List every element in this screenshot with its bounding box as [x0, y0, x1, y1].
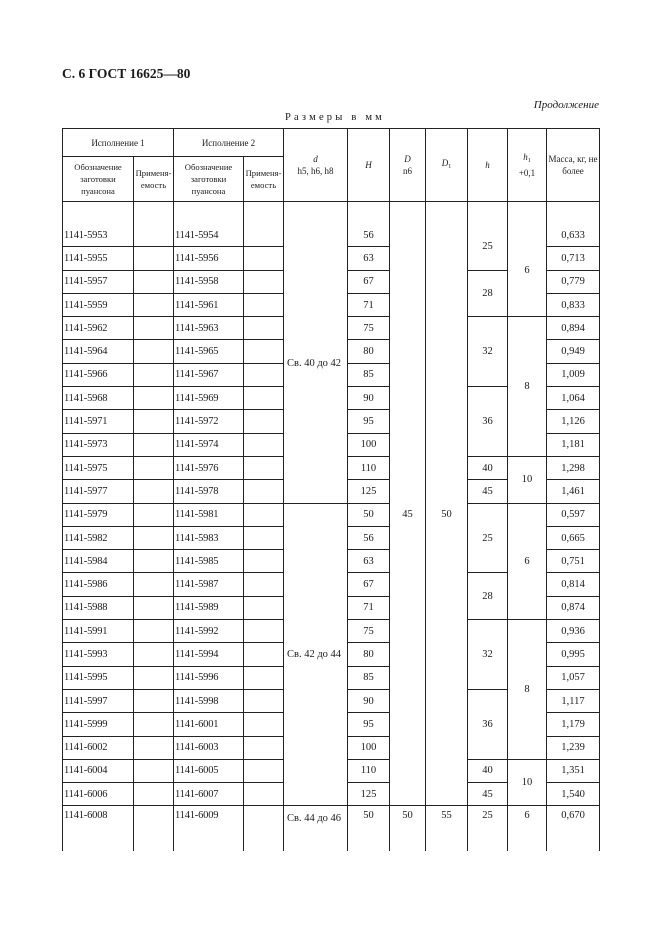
designation-v2: 1141-5992: [174, 620, 244, 643]
mass-value: 0,995: [547, 643, 600, 666]
designation-v1: 1141-5962: [63, 317, 134, 340]
H-value: 100: [348, 433, 390, 456]
designation-v1: 1141-5991: [63, 620, 134, 643]
applicability-v2: [244, 783, 284, 806]
designation-v1: 1141-5957: [63, 270, 134, 293]
designation-v2: 1141-5961: [174, 293, 244, 316]
H-value: 63: [348, 550, 390, 573]
header-d: d h5, h6, h8: [284, 129, 348, 202]
H-value: 75: [348, 317, 390, 340]
designation-v1: 1141-5988: [63, 596, 134, 619]
designation-v2: 1141-5954: [174, 224, 244, 247]
mass-value: 1,351: [547, 759, 600, 782]
mass-value: 1,064: [547, 387, 600, 410]
table-row: [63, 503, 600, 526]
header-D: D n6: [390, 129, 426, 202]
H-value: 110: [348, 456, 390, 479]
h-value: 32: [468, 620, 508, 690]
applicability-v1: [134, 689, 174, 712]
H-value: 67: [348, 270, 390, 293]
header-h1: $h_1$ +0,1: [508, 129, 547, 202]
h-value: 36: [468, 387, 508, 457]
continuation-label: Продолжение: [533, 99, 599, 111]
H-value: 50: [348, 503, 390, 526]
h-value: 28: [468, 573, 508, 620]
applicability-v2: [244, 596, 284, 619]
designation-v2: 1141-5987: [174, 573, 244, 596]
designation-v2: 1141-6003: [174, 736, 244, 759]
h-value: 40: [468, 759, 508, 782]
designation-v1: 1141-5966: [63, 363, 134, 386]
H-value: 56: [348, 224, 390, 247]
designation-v1: 1141-5995: [63, 666, 134, 689]
designation-v2: 1141-5967: [174, 363, 244, 386]
H-value: 50: [348, 806, 390, 851]
designation-v1: 1141-5968: [63, 387, 134, 410]
h-value: 45: [468, 480, 508, 503]
applicability-v1: [134, 503, 174, 526]
applicability-v1: [134, 363, 174, 386]
H-value: 125: [348, 480, 390, 503]
designation-v2: 1141-6001: [174, 713, 244, 736]
designation-v1: 1141-6004: [63, 759, 134, 782]
mass-value: 0,751: [547, 550, 600, 573]
applicability-v2: [244, 713, 284, 736]
designation-v1: 1141-5982: [63, 526, 134, 549]
d-range-cell: Св. 42 до 44: [284, 503, 348, 806]
sizes-caption: Размеры в мм: [285, 112, 386, 123]
header-variant-1: Исполнение 1: [63, 129, 174, 157]
applicability-v2: [244, 643, 284, 666]
D1-value: 50: [426, 224, 468, 806]
applicability-v1: [134, 736, 174, 759]
h-value: 40: [468, 456, 508, 479]
H-value: 56: [348, 526, 390, 549]
applicability-v2: [244, 224, 284, 247]
designation-v1: 1141-5959: [63, 293, 134, 316]
applicability-v1: [134, 456, 174, 479]
mass-value: 0,833: [547, 293, 600, 316]
applicability-v2: [244, 387, 284, 410]
h1-value: 8: [508, 620, 547, 760]
H-value: 125: [348, 783, 390, 806]
H-value: 80: [348, 643, 390, 666]
mass-value: 0,779: [547, 270, 600, 293]
designation-v2: 1141-5996: [174, 666, 244, 689]
D1-value: 55: [426, 806, 468, 851]
designation-v2: 1141-5983: [174, 526, 244, 549]
mass-value: 1,298: [547, 456, 600, 479]
mass-value: 0,713: [547, 247, 600, 270]
mass-value: 1,179: [547, 713, 600, 736]
applicability-v1: [134, 666, 174, 689]
H-value: 85: [348, 666, 390, 689]
designation-v1: 1141-5984: [63, 550, 134, 573]
H-value: 80: [348, 340, 390, 363]
h1-value: 10: [508, 759, 547, 806]
applicability-v1: [134, 340, 174, 363]
applicability-v1: [134, 293, 174, 316]
mass-value: 0,633: [547, 224, 600, 247]
header-h: h: [468, 129, 508, 202]
applicability-v2: [244, 480, 284, 503]
applicability-v1: [134, 713, 174, 736]
applicability-v2: [244, 573, 284, 596]
applicability-v2: [244, 456, 284, 479]
header-mass: Масса, кг, не более: [547, 129, 600, 202]
designation-v2: 1141-5972: [174, 410, 244, 433]
header-D1: $D_1$: [426, 129, 468, 202]
applicability-v1: [134, 620, 174, 643]
H-value: 95: [348, 713, 390, 736]
designation-v2: 1141-5963: [174, 317, 244, 340]
table-row: [63, 806, 600, 851]
applicability-v2: [244, 550, 284, 573]
h1-value: 6: [508, 224, 547, 317]
applicability-v2: [244, 759, 284, 782]
header-variant-2: Исполнение 2: [174, 129, 284, 157]
mass-value: 0,949: [547, 340, 600, 363]
applicability-v1: [134, 573, 174, 596]
applicability-v1: [134, 410, 174, 433]
H-value: 67: [348, 573, 390, 596]
designation-v2: 1141-5989: [174, 596, 244, 619]
designation-v1: 1141-5999: [63, 713, 134, 736]
applicability-v2: [244, 433, 284, 456]
H-value: 71: [348, 596, 390, 619]
H-value: 63: [348, 247, 390, 270]
mass-value: 0,665: [547, 526, 600, 549]
applicability-v1: [134, 224, 174, 247]
H-value: 100: [348, 736, 390, 759]
header-designation-2: Обозначение заготовки пуансона: [174, 157, 244, 202]
applicability-v2: [244, 806, 284, 851]
designation-v2: 1141-5969: [174, 387, 244, 410]
designation-v2: 1141-6005: [174, 759, 244, 782]
h1-value: 8: [508, 317, 547, 457]
table-row: [63, 224, 600, 247]
applicability-v2: [244, 410, 284, 433]
designation-v1: 1141-5964: [63, 340, 134, 363]
applicability-v2: [244, 736, 284, 759]
mass-value: 1,461: [547, 480, 600, 503]
designation-v1: 1141-5973: [63, 433, 134, 456]
designation-v2: 1141-5985: [174, 550, 244, 573]
designation-v1: 1141-5993: [63, 643, 134, 666]
header-H: H: [348, 129, 390, 202]
applicability-v2: [244, 503, 284, 526]
mass-value: 0,874: [547, 596, 600, 619]
applicability-v2: [244, 526, 284, 549]
designation-v1: 1141-6006: [63, 783, 134, 806]
applicability-v2: [244, 340, 284, 363]
designation-v2: 1141-5956: [174, 247, 244, 270]
mass-value: 0,597: [547, 503, 600, 526]
applicability-v1: [134, 759, 174, 782]
applicability-v2: [244, 293, 284, 316]
applicability-v1: [134, 550, 174, 573]
mass-value: 1,181: [547, 433, 600, 456]
applicability-v1: [134, 433, 174, 456]
designation-v2: 1141-5998: [174, 689, 244, 712]
H-value: 85: [348, 363, 390, 386]
applicability-v1: [134, 270, 174, 293]
designation-v2: 1141-5981: [174, 503, 244, 526]
h-value: 36: [468, 689, 508, 759]
H-value: 95: [348, 410, 390, 433]
D-value: 45: [390, 224, 426, 806]
header-applicability-1: Применяемость: [134, 157, 174, 202]
applicability-v2: [244, 270, 284, 293]
mass-value: 1,540: [547, 783, 600, 806]
h-value: 25: [468, 806, 508, 851]
mass-value: 0,670: [547, 806, 600, 851]
designation-v1: 1141-5986: [63, 573, 134, 596]
page-header: С. 6 ГОСТ 16625—80: [62, 66, 191, 81]
h-value: 32: [468, 317, 508, 387]
H-value: 90: [348, 689, 390, 712]
applicability-v2: [244, 247, 284, 270]
H-value: 75: [348, 620, 390, 643]
h-value: 25: [468, 503, 508, 573]
designation-v2: 1141-5974: [174, 433, 244, 456]
mass-value: 1,057: [547, 666, 600, 689]
designation-v1: 1141-6008: [63, 806, 134, 851]
designation-v2: 1141-5965: [174, 340, 244, 363]
designation-v2: 1141-5976: [174, 456, 244, 479]
h1-value: 6: [508, 503, 547, 619]
applicability-v2: [244, 620, 284, 643]
h1-value: 6: [508, 806, 547, 851]
H-value: 71: [348, 293, 390, 316]
applicability-v2: [244, 317, 284, 340]
h-value: 28: [468, 270, 508, 317]
applicability-v1: [134, 596, 174, 619]
d-range-cell: Св. 40 до 42: [284, 224, 348, 503]
applicability-v1: [134, 247, 174, 270]
applicability-v2: [244, 363, 284, 386]
designation-v1: 1141-5997: [63, 689, 134, 712]
header-designation-1: Обозначение заготовки пуансона: [63, 157, 134, 202]
designation-v1: 1141-5977: [63, 480, 134, 503]
mass-value: 1,117: [547, 689, 600, 712]
designation-v2: 1141-6009: [174, 806, 244, 851]
H-value: 110: [348, 759, 390, 782]
applicability-v1: [134, 643, 174, 666]
mass-value: 1,009: [547, 363, 600, 386]
h-value: 45: [468, 783, 508, 806]
D-value: 50: [390, 806, 426, 851]
d-range-cell: Св. 44 до 46: [284, 806, 348, 851]
applicability-v1: [134, 526, 174, 549]
designation-v1: 1141-6002: [63, 736, 134, 759]
applicability-v1: [134, 480, 174, 503]
designation-v1: 1141-5955: [63, 247, 134, 270]
dimensions-table: [62, 128, 600, 851]
designation-v1: 1141-5971: [63, 410, 134, 433]
applicability-v2: [244, 689, 284, 712]
applicability-v1: [134, 387, 174, 410]
header-applicability-2: Применяемость: [244, 157, 284, 202]
mass-value: 0,936: [547, 620, 600, 643]
applicability-v1: [134, 783, 174, 806]
mass-value: 1,126: [547, 410, 600, 433]
designation-v1: 1141-5979: [63, 503, 134, 526]
designation-v2: 1141-6007: [174, 783, 244, 806]
applicability-v2: [244, 666, 284, 689]
designation-v2: 1141-5978: [174, 480, 244, 503]
applicability-v1: [134, 806, 174, 851]
designation-v2: 1141-5958: [174, 270, 244, 293]
h1-value: 10: [508, 456, 547, 503]
h-value: 25: [468, 224, 508, 270]
designation-v1: 1141-5975: [63, 456, 134, 479]
H-value: 90: [348, 387, 390, 410]
mass-value: 1,239: [547, 736, 600, 759]
mass-value: 0,894: [547, 317, 600, 340]
mass-value: 0,814: [547, 573, 600, 596]
designation-v2: 1141-5994: [174, 643, 244, 666]
designation-v1: 1141-5953: [63, 224, 134, 247]
applicability-v1: [134, 317, 174, 340]
